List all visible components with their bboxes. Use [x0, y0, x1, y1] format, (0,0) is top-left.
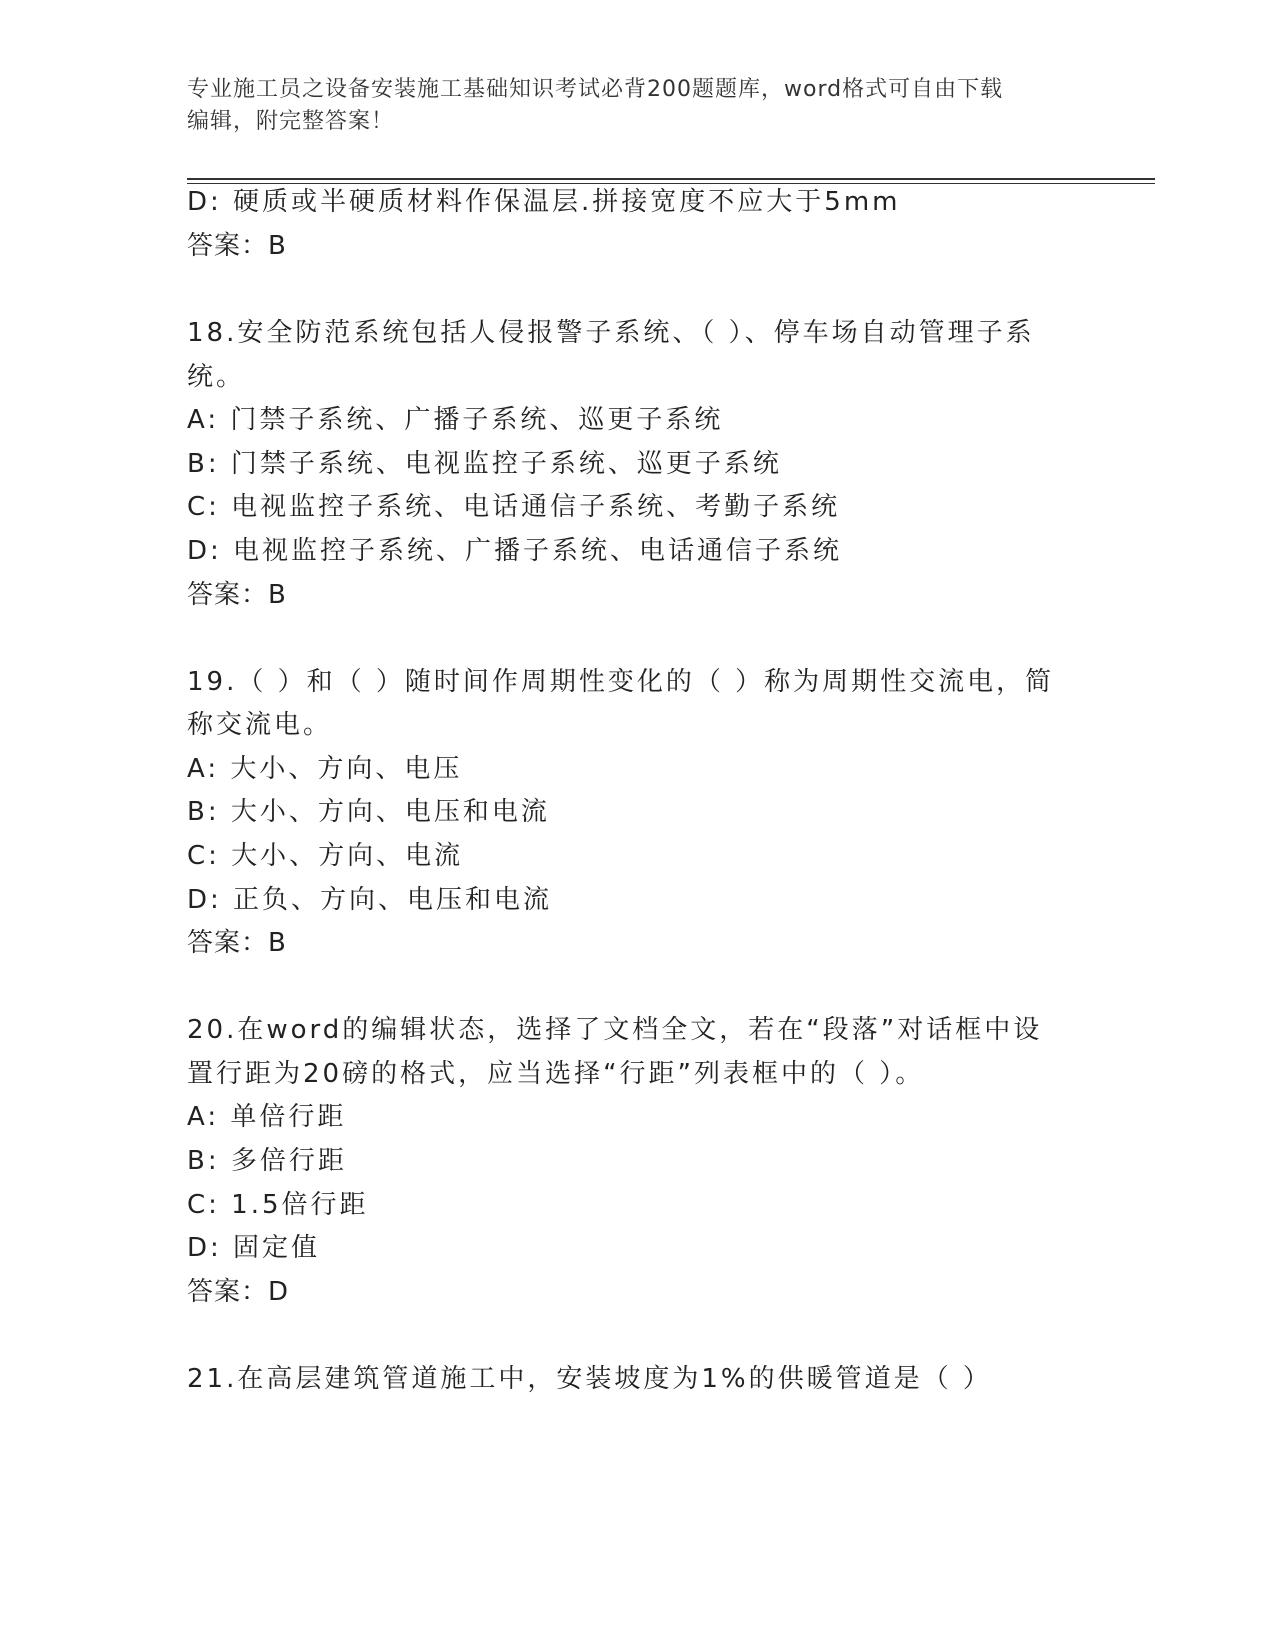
q18-option-d: D: 电视监控子系统、广播子系统、电话通信子系统 — [187, 536, 843, 566]
q19-stem-line-1: 19.（ ）和（ ）随时间作周期性变化的（ ）称为周期性交流电，简 — [187, 667, 1055, 697]
q21-stem-line-1: 21.在高层建筑管道施工中，安装坡度为1%的供暖管道是（ ） — [187, 1364, 992, 1394]
q20-option-b: B: 多倍行距 — [187, 1146, 347, 1176]
q19-option-c: C: 大小、方向、电流 — [187, 841, 464, 871]
header-divider-thick — [187, 178, 1155, 180]
q18-stem-line-2: 统。 — [187, 362, 246, 392]
q19-option-a: A: 大小、方向、电压 — [187, 754, 463, 784]
q19-stem-line-2: 称交流电。 — [187, 710, 333, 740]
q18-option-a: A: 门禁子系统、广播子系统、巡更子系统 — [187, 405, 724, 435]
q19-option-b: B: 大小、方向、电压和电流 — [187, 797, 550, 827]
q20-stem-line-2: 置行距为20磅的格式，应当选择“行距”列表框中的（ ）。 — [187, 1059, 925, 1089]
q20-stem-line-1: 20.在word的编辑状态，选择了文档全文，若在“段落”对话框中设 — [187, 1015, 1043, 1045]
q17-option-d: D: 硬质或半硬质材料作保温层.拼接宽度不应大于5mm — [187, 187, 901, 217]
q19-option-d: D: 正负、方向、电压和电流 — [187, 885, 553, 915]
q18-stem-line-1: 18.安全防范系统包括人侵报警子系统、（ ）、停车场自动管理子系 — [187, 318, 1035, 348]
q19-answer: 答案：B — [187, 928, 287, 958]
document-header — [187, 74, 1087, 138]
q17-answer: 答案：B — [187, 231, 287, 261]
header-line-2: 编辑，附完整答案！ — [187, 109, 395, 134]
q18-option-b: B: 门禁子系统、电视监控子系统、巡更子系统 — [187, 449, 782, 479]
q20-option-d: D: 固定值 — [187, 1233, 321, 1263]
q18-answer: 答案：B — [187, 580, 287, 610]
q20-option-c: C: 1.5倍行距 — [187, 1190, 369, 1220]
header-divider-thin — [187, 183, 1155, 184]
q20-option-a: A: 单倍行距 — [187, 1102, 347, 1132]
q20-answer: 答案：D — [187, 1277, 290, 1307]
header-line-1: 专业施工员之设备安装施工基础知识考试必背200题题库，word格式可自由下载 — [187, 77, 1004, 102]
q18-option-c: C: 电视监控子系统、电话通信子系统、考勤子系统 — [187, 492, 841, 522]
